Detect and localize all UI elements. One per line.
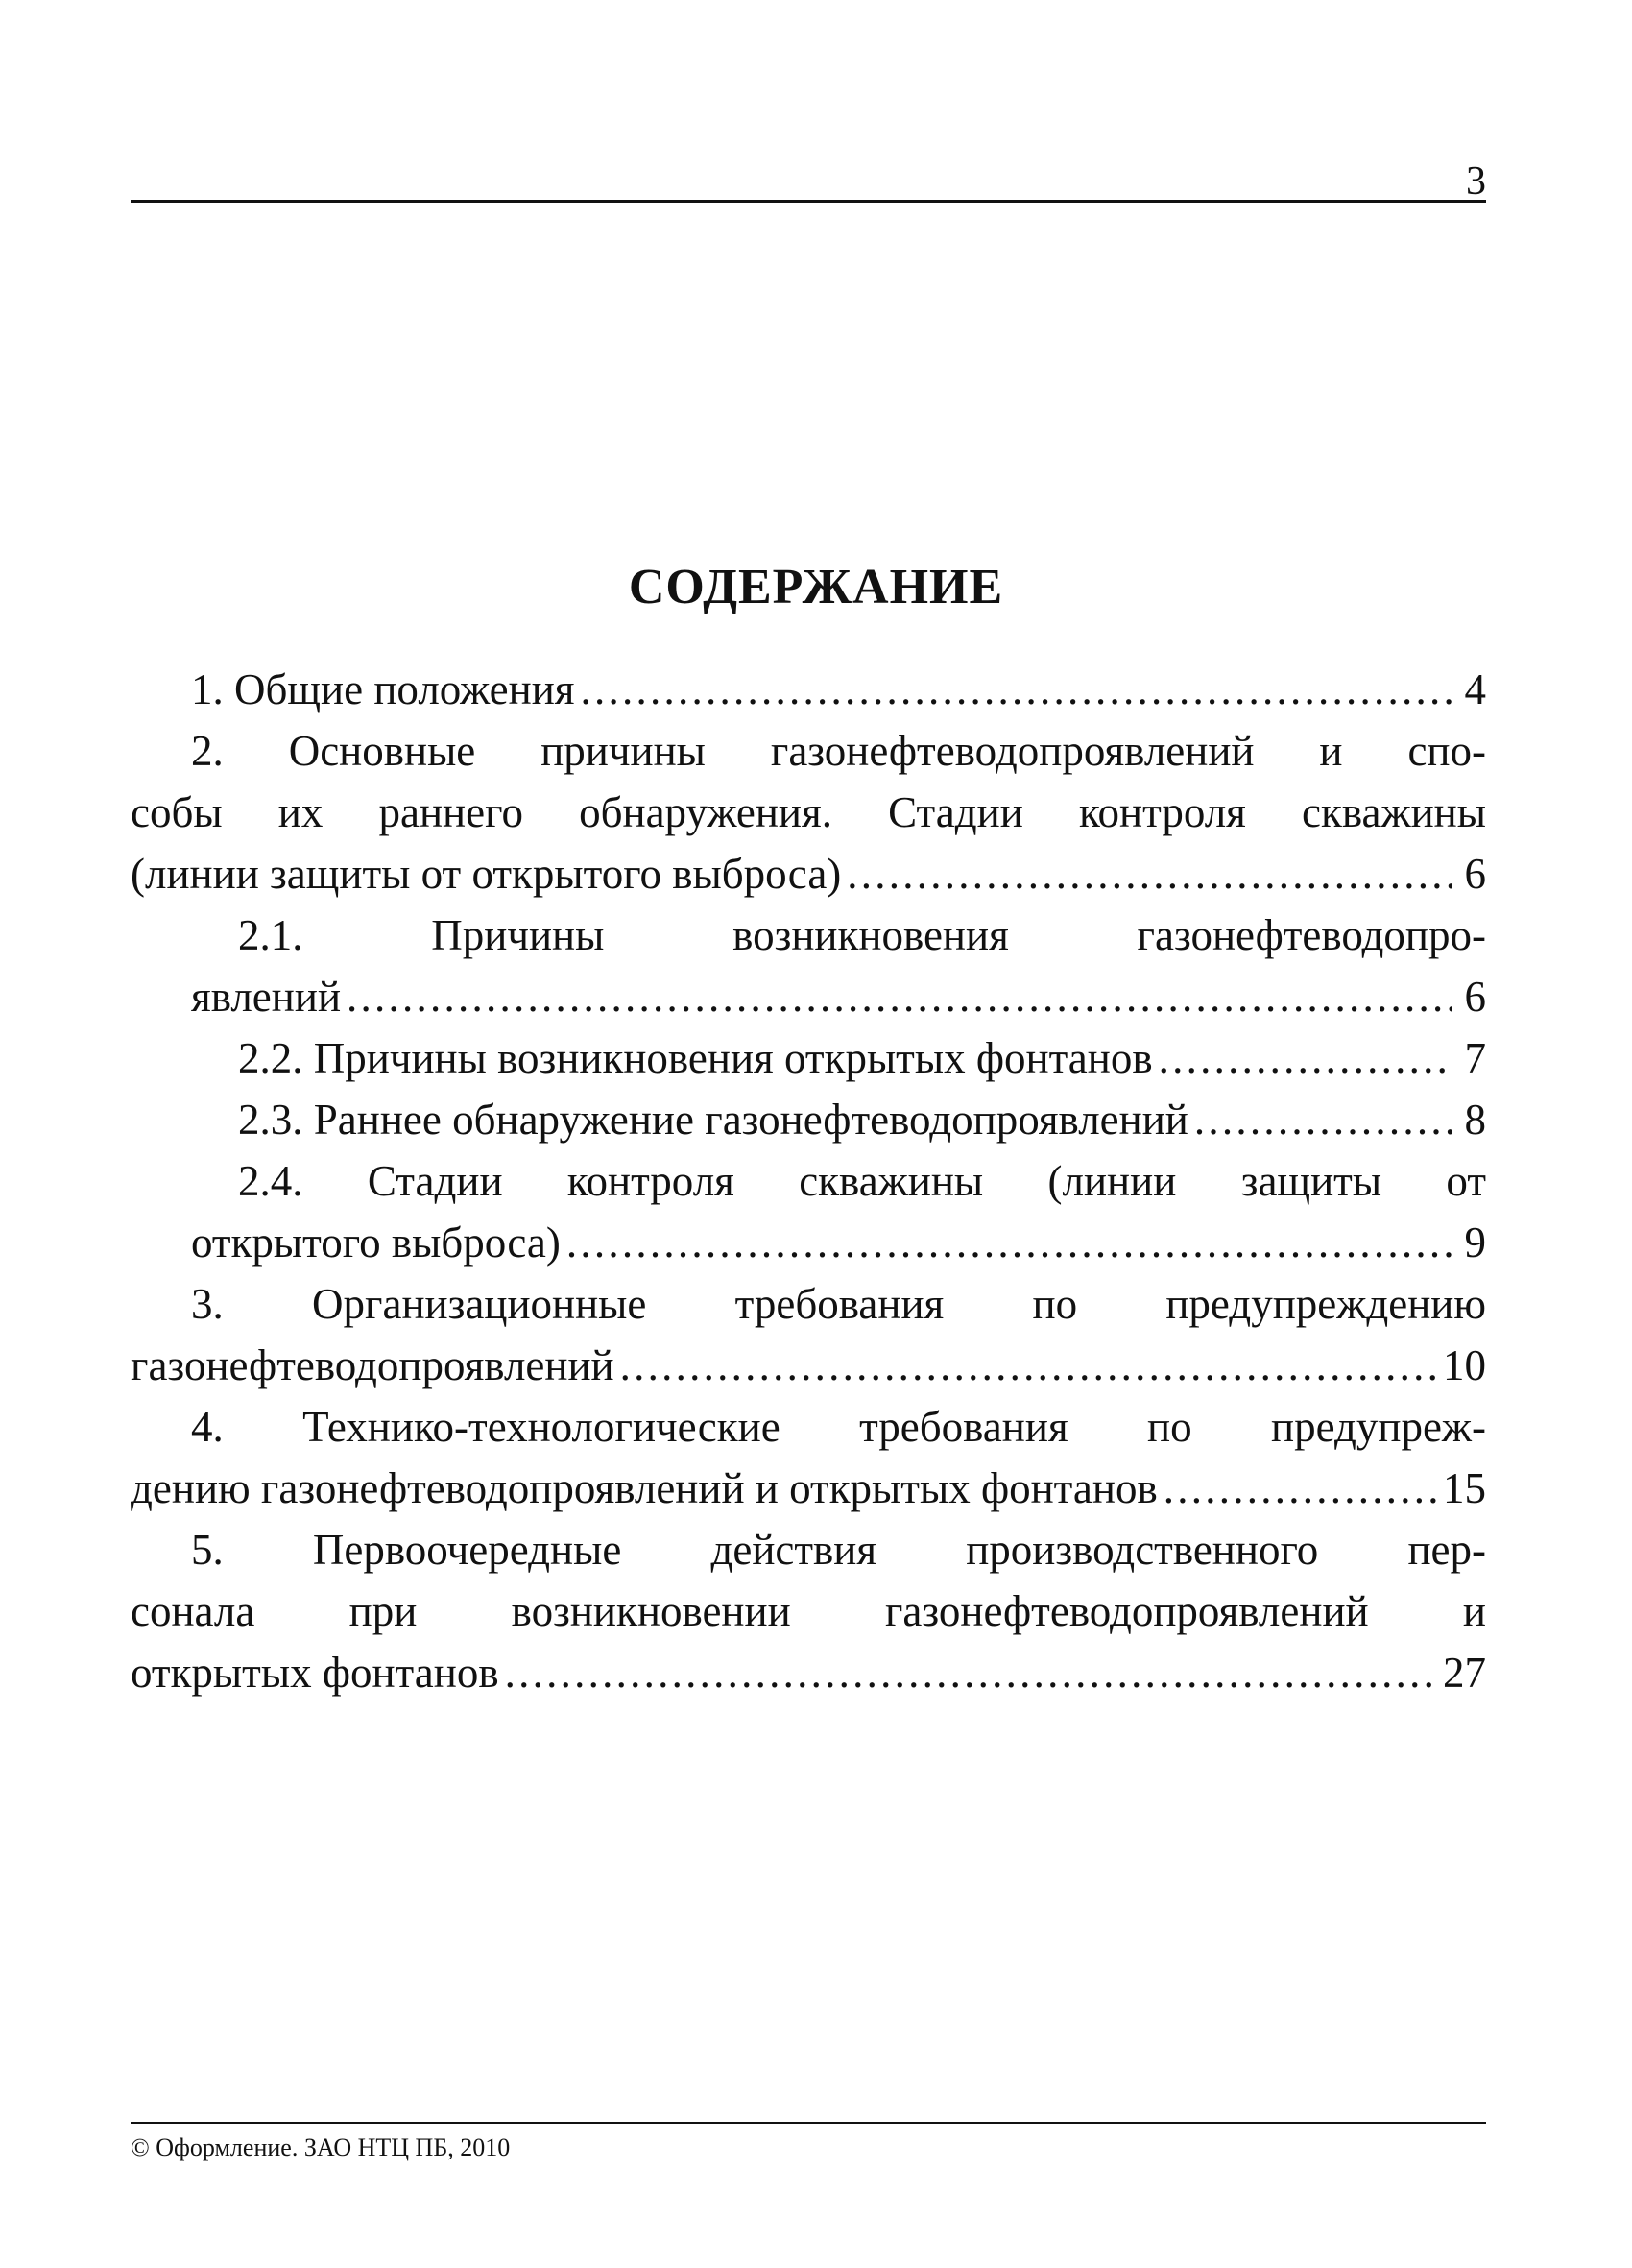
toc-page-number: 10 xyxy=(1443,1341,1486,1389)
dot-leader xyxy=(1164,1463,1437,1513)
toc-entry-line xyxy=(131,1525,1486,1586)
toc-entry-text: открытого выброса) xyxy=(191,1218,561,1267)
toc-entry-text: 2.1. Причины возникновения газонефтеводопро- xyxy=(238,911,1486,959)
toc-entry-line xyxy=(131,1279,1486,1340)
dot-leader xyxy=(566,1218,1452,1267)
toc-entry-line xyxy=(131,726,1486,787)
toc-entry-text: сонала при возникновении газонефтеводопроявлений и xyxy=(131,1587,1486,1635)
toc-entry-line xyxy=(131,910,1486,972)
toc-page-number: 27 xyxy=(1443,1649,1486,1697)
toc-entry-line xyxy=(131,1095,1486,1156)
dot-leader xyxy=(347,972,1452,1022)
toc-entry-line xyxy=(131,1586,1486,1648)
toc-entry-line xyxy=(131,1463,1486,1525)
toc-entry-text: дению газонефтеводопроявлений и открытых фонтанов xyxy=(131,1464,1158,1512)
toc-entry-line xyxy=(131,972,1486,1033)
header-rule xyxy=(131,200,1486,203)
toc-entry-line xyxy=(131,849,1486,910)
toc-title: СОДЕРЖАНИЕ xyxy=(628,560,1004,615)
footer-rule xyxy=(131,2122,1486,2124)
toc-entry-line xyxy=(131,787,1486,849)
toc-page-number: 7 xyxy=(1464,1034,1486,1082)
dot-leader xyxy=(1194,1095,1452,1145)
toc-entry-text: 1. Общие положения xyxy=(191,665,575,713)
toc-entry-text: (линии защиты от открытого выброса) xyxy=(131,850,842,898)
toc-page-number: 6 xyxy=(1464,850,1486,898)
toc-entry-text: 2.4. Стадии контроля скважины (линии защиты от xyxy=(238,1157,1486,1205)
copyright-footer: © Оформление. ЗАО НТЦ ПБ, 2010 xyxy=(131,2134,511,2161)
page-number: 3 xyxy=(1466,159,1486,204)
toc-page-number: 8 xyxy=(1464,1096,1486,1144)
toc-page-number: 6 xyxy=(1464,973,1486,1021)
toc-entry-text: 3. Организационные требования по предупреждению xyxy=(191,1280,1486,1328)
toc-entry-text: 5. Первоочередные действия производственного пер- xyxy=(191,1526,1486,1574)
toc-entry-text: 2.2. Причины возникновения открытых фонтанов xyxy=(238,1034,1153,1082)
dot-leader xyxy=(505,1648,1437,1698)
toc-entry-line xyxy=(131,1218,1486,1279)
toc-entry-line xyxy=(131,1402,1486,1463)
dot-leader xyxy=(847,849,1452,899)
toc-entry-text: 4. Технико-технологические требования по предупреж- xyxy=(191,1403,1486,1451)
dot-leader xyxy=(581,664,1452,714)
toc-entry-text: газонефтеводопроявлений xyxy=(131,1341,614,1389)
dot-leader xyxy=(1159,1033,1452,1083)
toc-entry-text: открытых фонтанов xyxy=(131,1649,499,1697)
dot-leader xyxy=(620,1340,1437,1390)
toc-page-number: 15 xyxy=(1443,1464,1486,1512)
toc-entry-line xyxy=(131,1156,1486,1218)
toc-entry-line xyxy=(131,1648,1486,1709)
toc-entry-text: собы их раннего обнаружения. Стадии контроля скважины xyxy=(131,788,1486,836)
toc-page-number: 4 xyxy=(1464,665,1486,713)
toc-entry-text: 2.3. Раннее обнаружение газонефтеводопроявлений xyxy=(238,1096,1188,1144)
toc-page-number: 9 xyxy=(1464,1218,1486,1267)
toc-entry-text: 2. Основные причины газонефтеводопроявлений и спо- xyxy=(191,727,1486,775)
toc-entry-text: явлений xyxy=(191,973,342,1021)
toc-entry-line xyxy=(131,1033,1486,1095)
toc-entry-line xyxy=(131,664,1486,726)
table-of-contents xyxy=(131,664,1486,1709)
toc-entry-line xyxy=(131,1340,1486,1402)
